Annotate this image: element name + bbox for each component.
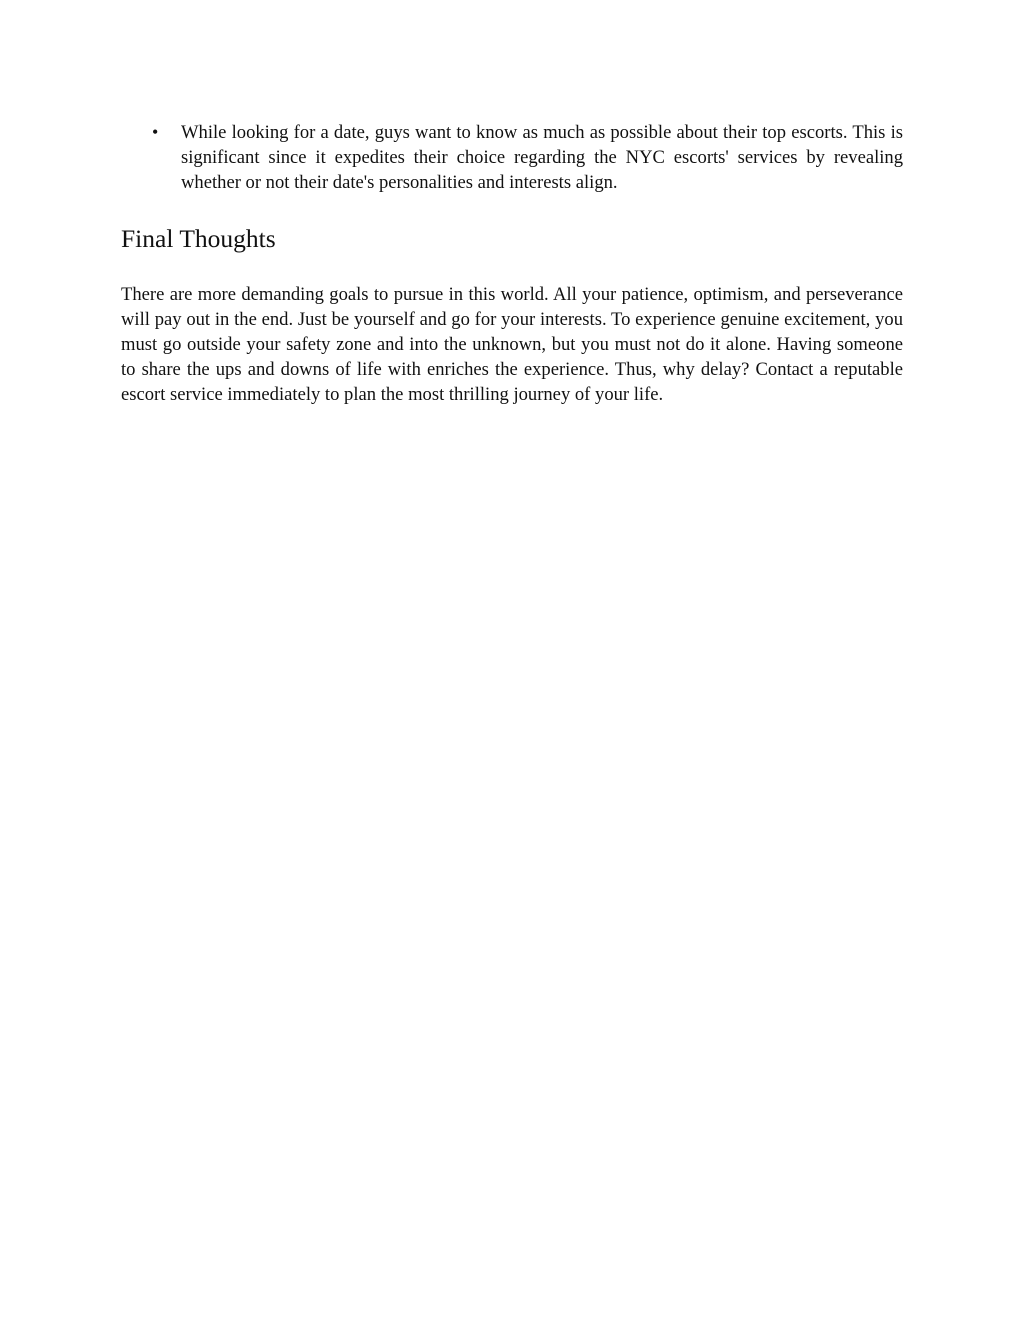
body-paragraph: There are more demanding goals to pursue in this world. All your patience, optimism, and perseverance will pay out in the end. Just be yourself and go for your interests. To experience genuine excitement, you must go outside your safety zone and into the unknown, but you must not do it alone. Having someone to share the ups and downs of life with enriches the experience. Thus, why delay? Contact a reputable escort service immediately to plan the most thrilling journey of your life. bbox=[121, 284, 903, 405]
page-content bbox=[121, 120, 903, 407]
bullet-text: While looking for a date, guys want to know as much as possible about their top escorts. This is significant since it expedites their choice regarding the NYC escorts' services by revealing whether or not their date's personalities and interests align. bbox=[181, 122, 903, 193]
list-item bbox=[121, 120, 903, 195]
bullet-icon: • bbox=[152, 122, 159, 142]
section-heading: Final Thoughts bbox=[121, 224, 276, 253]
bullet-list bbox=[121, 120, 903, 195]
